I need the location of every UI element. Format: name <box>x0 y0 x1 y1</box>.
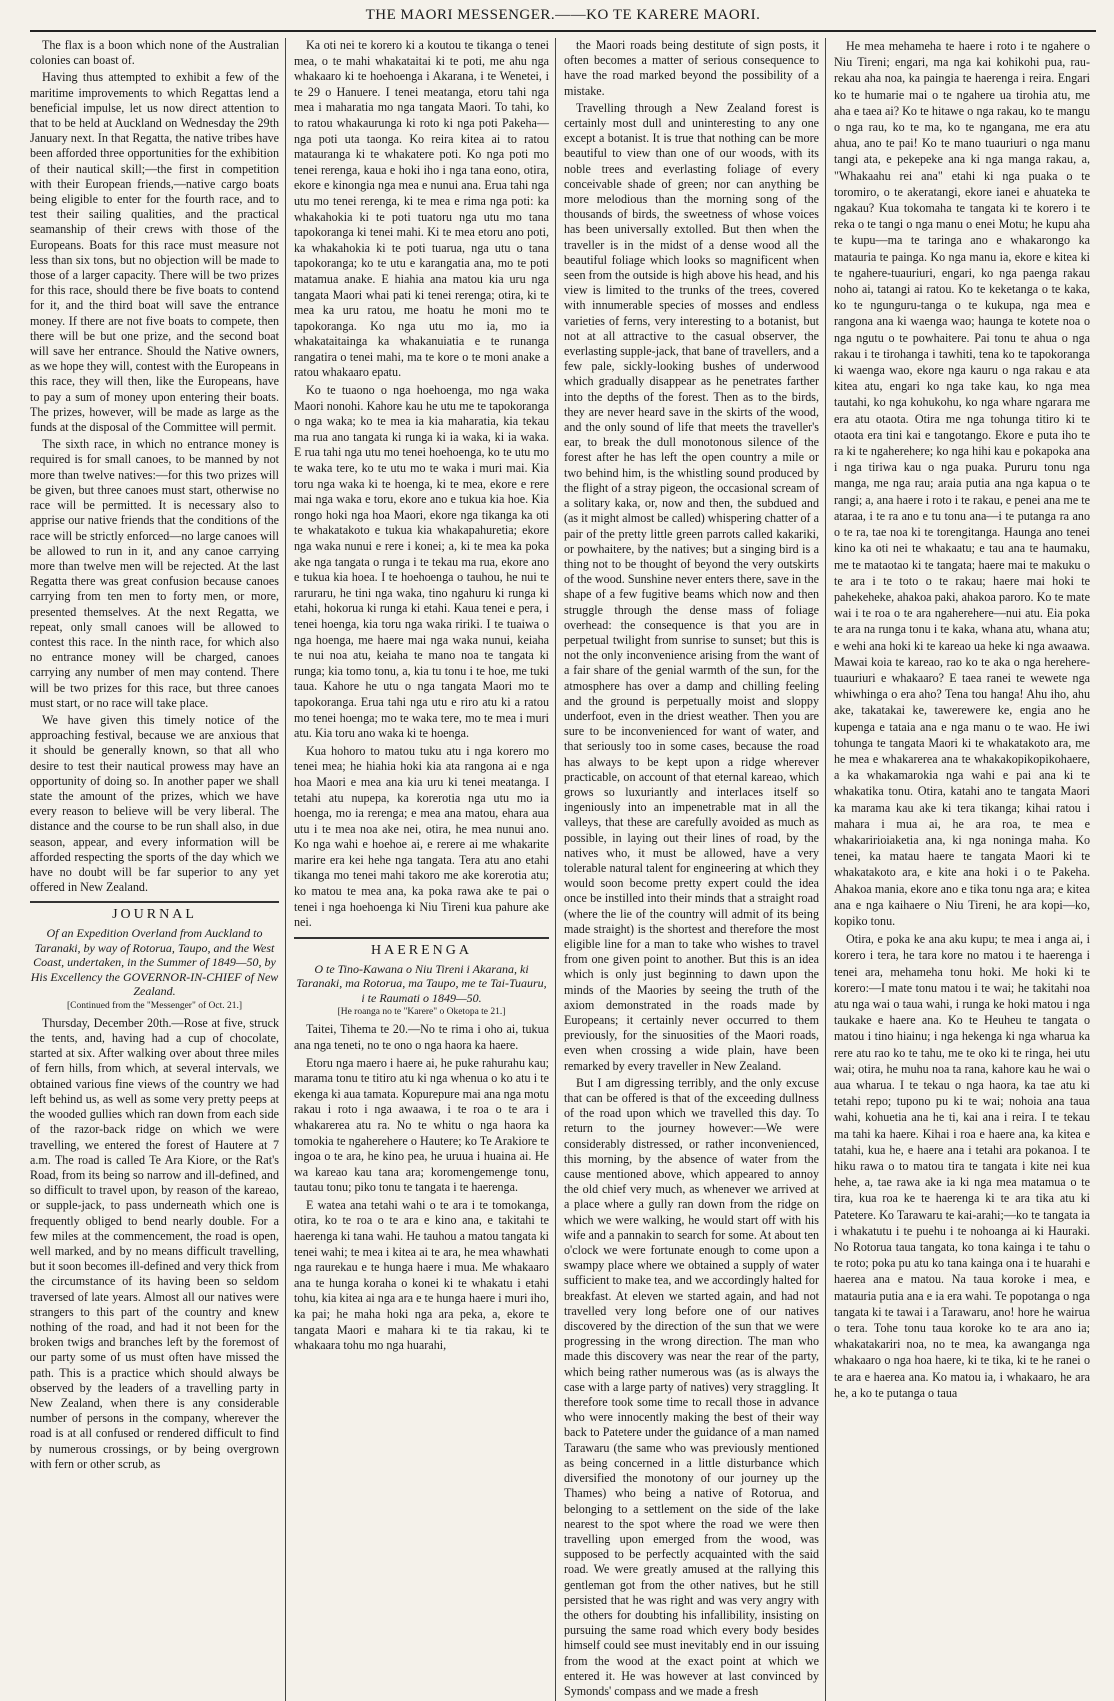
article-paragraph: Ka oti nei te korero ki a koutou te tikanga o tenei mea, o te mahi whakataitai ki te poti, me ahu nga whakaaro ki te hoehoenga i Akarana, i te Wenetei, i te 29 o Hanuere. I tenei meatanga, etoru tahi nga mea i maharatia mo nga tangata Maori. To tahi, ko to ratou whakaurunga ki roto ki nga poti Pakeha—nga poti uta taonga. Ko reira kitea ai to ratou matauranga ki te whakatere poti. Ko nga poti mo tenei rerenga, kaua e hoki iho i nga tana eono, otira, ekore e kinongia nga mea e nunui ana. Erua tahi nga utu mo tenei rerenga, ki te mea e rima nga poti: ka whakahokia ki te poti tuatoru nga utu mo tana tapokoranga ki tenei mahi. Ki te mea etoru ano poti, ka whakahokia ki te poti tuarua, nga utu o tana tapokoranga; ko te utu e karangatia ana, mo te poti matamua anake. E hiahia ana matou kia uru nga tangata Maori whai pati ki tenei rerenga; otira, ki te mea ka uru ratou, me hoatu he moni mo te tapokoranga. Ko nga utu mo ia, mo ia whakataitainga ka whakanuiatia e te runanga rangatira o tenei mahi, ma te kore o te moni anake a ratou whakaaro epatu. <box>294 38 549 380</box>
journal-continued-note: [Continued from the "Messenger" of Oct. 21.] <box>66 1000 243 1011</box>
haerenga-paragraph: Otira, e poka ke ana aku kupu; te mea i anga ai, i korero i tera, he tara kore no matou i te haerenga i tenei ara, mehameha tonu hoki. Me hoki ki te korero:—I mate tonu matou i te wai; he takitahi noa atu nga wai o taua wahi, i runga ke hoki matou i nga taukake e haere ana. Ko te Heuheu te tangata o matou i tino hiainu; i nga hekenga ki nga wharua ka rere atu rao ko te tahu, me te oko ki te ringa, hei utu wai; otira, he muhu noa ta rana, kahore kau he wai o aua wharua. I te tekau o nga haora, ka tae atu ki tetahi repo; tupono pu ki te wai; nohoia ana taua wahi, kohuetia ana he ti, kai ana i reira. I te tekau ma tahi ka haere. Kihai i roa e haere ana, ka kitea e tatahi, kua he, e haere ana i tetahi ara pokanoa. I te hiku rawa o to matou tira te tangata i kite nei kua hehe, a, tae rawa ake ia ki nga mea matamua o te tira, kua roa ke te haerenga ki te ara tika atu ki Patetere. Ko Tarawaru te kai-arahi;—ko te tangata ia i whakatutu i te puehu i te nohoanga ai ki Hauraki. No Rotorua taua tangata, ko tona kainga i te tahu o te roto; poka pu atu ko tana kainga ona i te huarahi e haerea ana e matou. Na taua koroke i mea, e matauria putia ana e ia era wahi. Te popotanga o nga tangata ki te tawai i a Tarawaru, ano! hore he wairua o tera. Tohe tonu taua koroke ko te ara ano ia; whakatakariri noa, no te mea, ka awanganga nga whakaaro o nga hoa haere, ki te tika, ki te he ranei o te ara e haerea ana. Ko matou ia, i whakaaro, he ara he, a ko te putanga o taua <box>834 932 1090 1400</box>
article-paragraph: Kua hohoro to matou tuku atu i nga korero mo tenei mea; he hiahia hoki kia ata rangona ai e nga hoa Maori e mea ana kia uru ki tenei meatanga. I tetahi atu nupepa, ka korerotia nga utu mo ia hoenga, mo ia rerenga; e mea ana matou, ehara aua utu i te mea noa ake nei, otira, he mea nunui ano. Ko nga wahi e hoehoe ai, e rerere ai me whakarite marire era kei hehe nga tangata. Tera atu ano etahi tikanga mo tenei mahi takoro me ake korerotia atu; ko matou te mea ana, ka poka rawa ake te pai o tenei i nga hoehoenga ki Niu Tireni kua pahure ake nei. <box>294 743 549 930</box>
section-divider <box>294 937 549 939</box>
haerenga-paragraph: Etoru nga maero i haere ai, he puke rahurahu kau; marama tonu te titiro atu ki nga whenua o ko atu i te ekenga ki aua tamata. Kopurepure mai ana nga motu rakau i roto i nga awaawa, i te roa o te ara i whakarerea atu ra. No te whitu o nga haora ka tomokia te ngaherehere o Hautere; ko Te Arakiore te ingoa o te ara, he kino pea, he uruua i huaina ai. He wa kareao kau tana ara; koromengemenge tonu, tautau tonu; piko tonu te tangata i te haerenga. <box>294 1055 549 1195</box>
article-paragraph: We have given this timely notice of the approaching festival, because we are anxious that it should be generally known, so that all who desire to test their nautical prowess may have an opportunity of doing so. In another paper we shall state the amount of the prizes, which we have every reason to believe will be very liberal. The distance and the course to be run shall also, in due season, appear, and every information will be afforded respecting the sports of the day which we have no doubt will be far superior to any yet offered in New Zealand. <box>30 712 279 895</box>
journal-heading: JOURNAL <box>112 907 197 923</box>
masthead: THE MAORI MESSENGER.——KO TE KARERE MAORI. <box>30 0 1096 32</box>
article-paragraph: The flax is a boon which none of the Australian colonies can boast of. <box>30 38 279 68</box>
column-3-english-journal <box>564 38 826 1701</box>
haerenga-paragraph: Taitei, Tihema te 20.—No te rima i oho ai, tukua ana nga teneti, no te ono o nga haora ka haere. <box>294 1022 549 1052</box>
haerenga-paragraph: E watea ana tetahi wahi o te ara i te tomokanga, otira, ko te roa o te ara e kino ana, e takitahi te haerenga ki tana wahi. He tauhou a matou tangata ki tenei wahi; te mea i kitea ai te ara, he mea whawhati nga raurekau e te hunga haere i mua. Me whakaaro ana te hunga koraha o konei ki te whakatu i etahi tohu, kia kitea ai nga ara e te hunga haere i muri iho, ka pai; he maha hoki nga ara peka, a, ekore te tangata Maori e mahara ki te tia rakau, ki te whakaara tohu mo nga huarahi, <box>294 1197 549 1353</box>
column-4-maori-journal <box>834 38 1096 1701</box>
journal-subheading: Of an Expedition Overland from Auckland to Taranaki, by way of Rotorua, Taupo, and the West Coast, undertaken, in the Summer of 1849—50, by His Excellency the GOVERNOR-IN-CHIEF of New Zealand. <box>30 926 279 999</box>
article-paragraph: Ko te tuaono o nga hoehoenga, mo nga waka Maori nonohi. Kahore kau he utu me te tapokoranga o nga waka; ko te mea ia kia maharatia, kia tekau ma rua ano tangata ki runga ki ia waka, ki ia waka. E rua tahi nga utu mo tenei hoehoenga, ko te utu mo te waka tere, ko te utu mo te waka i muri mai. Kia toru nga waka ki te hoenga, ki te mea, ekore e rere mai nga waka e toru, ekore ano e tukua kia hoe. Kia rongo hoki nga hoa Maori, ekore nga tikanga ka oti te whakatakoto e tukua kia whakapahuretia; ekore nga waka nunui e rere i konei; a, ki te mea ka poka ake nga tangata o runga i te tekau ma rua, ekore ano e tukua kia hoea. I te hoehoenga o tauhou, he nui te raruraru, he tini nga waka, tino ngahuru ki runga ki etahi, hokorua ki runga ki etahi. Kaua tenei e pera, i tenei hoenga, kia toru nga waka ririki. I te tuaiwa o nga hoenga, me haere mai nga waka nunui, keiaha te nui noa atu, keiaha te mano noa te tangata ki runga; kia tomo tonu, a, kia tu tonu i te hoe, me tuki taua. Kahore he utu o nga tangata Maori mo te tapokoranga. Erua tahi nga utu e riro atu ki a ratou mo tenei hoenga; mo te waka tere, mo te mea i muri atu. Kia toru ano waka ki te hoenga. <box>294 383 549 741</box>
journal-paragraph: Travelling through a New Zealand forest is certainly most dull and uninteresting to any one except a botanist. It is true that nothing can be more beautiful to view than one of our woods, with its noble trees and everlasting foliage of every conceivable shade of green; nor can anything be more melodious than the morning song of the thousands of birds, the sweetness of whose voices has been universally extolled. But then when the traveller is in the midst of a dense wood all the beautiful foliage which looks so magnificent when seen from the outside is high above his head, and his view is limited to the trunks of the trees, covered with innumerable species of mosses and endless varieties of ferns, very interesting to a botanist, but not at all attractive to the casual observer, the everlasting supple-jack, that bane of travellers, and a few pale, sickly-looking bushes of underwood which gradually disappear as he penetrates farther into the depths of the forest. Then as to the birds, they are never heard save in the skirts of the wood, and the only sound of life that meets the traveller's ear, to break the dull monotonous silence of the forest after he has left the open country a mile or two behind him, is the whistling sound produced by the flight of a stray pigeon, the occasional scream of a solitary kaka, or, now and then, the subdued and (as it might almost be called) whispering chatter of a pair of the pretty little green parrots called kakariki, or powhaitere, by the natives; but a singing bird is a thing not to be thought of beyond the very outskirts of the wood. Sunshine never enters there, save in the shape of a few fugitive beams which now and then struggle through the dense mass of foliage overhead: the consequence is that you are in perpetual twilight from sunrise to sunset; but this is not the only inconvenience arising from the want of a fair share of the genial warmth of the sun, for the atmosphere has over a damp and chilling feeling and the ground is perpetually moist and sloppy underfoot, even in the driest weather. Then you are sure to be inconvenienced for want of water, and that seriously too in some cases, because the road has always to be kept upon a ridge wherever practicable, on account of that eternal kareao, which grows so luxuriantly and interlaces itself so ingeniously into an impenetrable mat in all the valleys, that these are carefully avoided as much as possible, in laying out their lines of road, by the natives who, it must be allowed, have a very tolerable natural talent for engineering at which they would soon become pretty expert could the idea once be instilled into their minds that a straight road (where the lie of the country will admit of its being made straight) is the shortest and therefore the most eligible line for a man to take who wishes to travel from one given point to another. But this is an idea which is only just beginning to dawn upon the minds of the Maories by seeing the truth of the axiom demonstrated in the roads made by Europeans; it certainly never occurred to them previously, for the sinuosities of the Maori roads, even when crossing a wide plain, have been remarked by every traveller in New Zealand. <box>564 100 819 1073</box>
section-divider <box>30 901 279 903</box>
haerenga-subheading: O te Tino-Kawana o Niu Tireni i Akarana, ki Taranaki, ma Rotorua, ma Taupo, me te Tai-Tuauru, i te Raumati o 1849—50. <box>296 961 547 1005</box>
article-paragraph: The sixth race, in which no entrance money is required is for small canoes, to be manned by not more than twelve natives:—for this two prizes will be given, but three canoes must start, otherwise no race will be permitted. It is necessary also to apprise our native friends that the conditions of the race will be strictly enforced—no large canoes will be allowed to run in it, and any canoe carrying more than twelve men will be rejected. At the last Regatta there was great confusion because canoes carrying from ten men to forty men, or more, presented themselves. At the next Regatta, we repeat, only small canoes will be allowed to contest this race. In the ninth race, for which also no entrance money will be charged, canoes carrying any number of men may contend. There will be two prizes for this race, but three canoes must start, or no race will take place. <box>30 437 279 710</box>
column-1-english-regatta <box>30 38 286 1701</box>
haerenga-paragraph: He mea mehameha te haere i roto i te ngahere o Niu Tireni; engari, ma nga kai kohikohi pua, rau-rekau aha noa, ka paingia te haerenga i reira. Engari ko te humarie mai o te ngahere ua tirohia atu, me aha e taea ai? Ko te hitawe o nga rakau, ko te mangu o nga rau, ko te ma, ko te ngangana, me era atu ahua, ano te pai! Ko te mano tuauriuri o nga manu tangi ata, e pekepeke ana ki nga manga rakau, a, "Whakaahu rei ana" etahi ki nga puaka o te toromiro, o te akeratangi, ekore ianei e ahuateka te ngakau? Kua tokomaha te tangata ki te korero i te reka o te tangi o nga manu o enei Motu; he kupu aha te kupu—ma te taringa ano e whakarongo ka matauria te painga. Ko nga manu ia, ekore e kitea ki te ngahere-tuauriuri, engari, ko nga paenga rakau noho ai, tatangi ai ratou. Ko te keketanga o te kaka, ko te ngunguru-tanga o te kukupa, nga mea e rangona ana ki waenga wao; haunga te kotete noa o nga ngutu o te powhaitere. Pai tonu te ahua o nga rakau i te tirohanga i tawhiti, tena ko te tapokoranga ki waenga wao, ekore nga kauru o nga rakau e ata kitea atu, engari ko nga take kau, ko nga mea tautahi, ko nga kohukohu, ko nga whare ngarara me era atu otaota. Otira me nga tohunga titiro ki te otaota era tini kai e tangotango. Ekore e puta iho te ra ki te ngaherehere; ko nga hihi kau e pokapoka ana i nga tiriwa kau o nga puaka. Pururu tonu nga manga, me nga rau; araia putia ana nga kapua o te rangi; a, ana haere i roto i te rakau, e penei ana me te ataraa, i te ra ano e tu tonu ana—i te putanga ra ano o te ra, tae noa ki te torengitanga. Haunga ano tenei kino ka oti nei te whakaatu; e tau ana te haumaku, me te mataotao ki te tangata; haere mai te makuku o te ara i te toto o te rakau; haere mai hoki te pahekeheke, ahakoa paki, ahakoa paroro. Ko te mate wai i te roa o te ara ngaherehere—nui atu. Eia poka te ara na runga tonu i te kaka, whana atu, whana atu; e wehi ana hoki ki te kareao ua heke ki nga awaawa. Mawai koia te kareao, rao ko te aka o nga herehere-tuauriuri e whakaaro? E taea ranei te wewete nga whiwhinga o era aho? Tena tou hanga! Ahu iho, ahu ake, takatakai ke, tawerewere ke, engia ano he kupenga e tataia ana e nga manu o te wao. He iwi tohunga te tangata Maori ki te whakatakoto ara, me he mea e whakarerea ana te whakakopikopikohaere, a ka whakamarokia nga wahi e pai ana ki te whakatika tonu. Otira, katahi ano te tangata Maori ka marama kau ake ki tera tikanga; kihai ratou i mahara i mua ai, he ara roa, te mea e whakaririoiaketia ana, ki nga noninga maha. Ko tenei, ka matau haere te tangata Maori ki te whakatakoto ara, e kite ana hoki i o te Pakeha. Ahakoa mania, ekore ano e tika tonu nga ara; e kitea ana e nga kaihaere o Niu Tireni, he ara kopi—ko, kopiko tonu. <box>834 39 1090 928</box>
haerenga-heading: HAERENGA <box>371 942 472 958</box>
journal-paragraph: But I am digressing terribly, and the only excuse that can be offered is that of the exceeding dullness of the road upon which we travelled this day. To return to the journey however:—We were considerably distressed, or rather inconvenienced, this morning, by the absence of water from the cause mentioned above, which appeared to annoy the old chief very much, as whenever we arrived at a place where a gully ran down from the ridge on which we were walking, he would start off with his wife and a pannakin to search for some. At about ten o'clock we were fortunate enough to come upon a swampy place where we obtained a supply of water sufficient to make tea, and we accordingly halted for breakfast. At eleven we started again, and had not travelled very long before one of our natives discovered by the direction of the sun that we were progressing in the wrong direction. The man who made this discovery was near the rear of the party, which being rather numerous was (as is always the case with a large party of natives) very straggling. It therefore took some time to recall those in advance who were innocently making the best of their way back to Patetere under the guidance of a man named Tarawaru (the same who was previously mentioned as being concerned in a little disturbance which diversified the monotony of our journey up the Thames) who being a native of Rotorua, and belonging to a settlement on the side of the lake nearest to the spot where the road we were then travelling upon emerged from the wood, was supposed to be perfectly acquainted with the said road. We were greatly amused at the rallying this gentleman got from the other natives, but he still persisted that he was right and was very angry with the others for doubting his infallibility, insisting on pursuing the same road which every body besides himself could see must inevitably end in our issuing from the wood at the exact point at which we entered it. He was however at last convinced by Symonds' compass and we made a fresh <box>564 1075 819 1698</box>
journal-paragraph: the Maori roads being destitute of sign posts, it often becomes a matter of serious consequence to have the road marked beyond the possibility of a mistake. <box>564 38 819 98</box>
haerenga-continued-note: [He roanga no te "Karere" o Oketopa te 21.] <box>337 1007 506 1018</box>
article-paragraph: Having thus attempted to exhibit a few of the maritime improvements to which Regattas lend a beneficial impulse, let us now direct attention to that to be held at Auckland on Wednesday the 29th January next. In that Regatta, the native tribes have been afforded three opportunities for the exhibition of their nautical skill;—the first in competition with their European friends,—native cargo boats being eligible to enter for the fourth race, and to test their sailing qualities, and the practical seamanship of their crews with those of the Europeans. Boats for this race must measure not less than six tons, but no objection will be made to those of a larger capacity. There will be two prizes for this race, should there be five boats to contend for it, and the third boat will save the entrance money. If there are not five boats to compete, then there will be but one prize, and the second boat will save her entrance. Should the Native owners, as we hope they will, contest with the Europeans in this race, they will then, like the Europeans, have to pay a sum of money upon entering their boats. The prizes, however, will be made as large as the funds at the disposal of the Committee will permit. <box>30 70 279 435</box>
columns <box>30 38 1096 1698</box>
journal-paragraph: Thursday, December 20th.—Rose at five, struck the tents, and, having had a cup of chocolate, started at six. After walking over about three miles of fern hills, from which, at several intervals, we obtained various fine views of the country we had left behind us, as well as some very pretty peeps at the wooded gullies which ran down from each side of the razor-back ridge on which we were travelling, we entered the forest of Hautere at 7 a.m. The road is called Te Ara Kiore, or the Rat's Road, from its being so narrow and ill-defined, and so difficult to travel upon, by reason of the kareao, or supple-jack, to pass underneath which one is frequently obliged to bend nearly double. For a few miles at the commencement, the road is open, well marked, and by no means difficult travelling, but it soon becomes ill-defined and very thick from the circumstance of its having been so seldom traversed of late years. Almost all our natives were strangers to this part of the country and knew nothing of the road, and had it not been for the broken twigs and branches left by the foremost of our party some of us must often have missed the path. This is a practice which should always be observed by the leaders of a travelling party in New Zealand, when there is any considerable number of persons in the company, wherever the road is at all confused or rendered difficult to find by numerous crossings, or by being overgrown with fern or other scrub, as <box>30 1015 279 1471</box>
column-2-maori-regatta <box>294 38 556 1701</box>
